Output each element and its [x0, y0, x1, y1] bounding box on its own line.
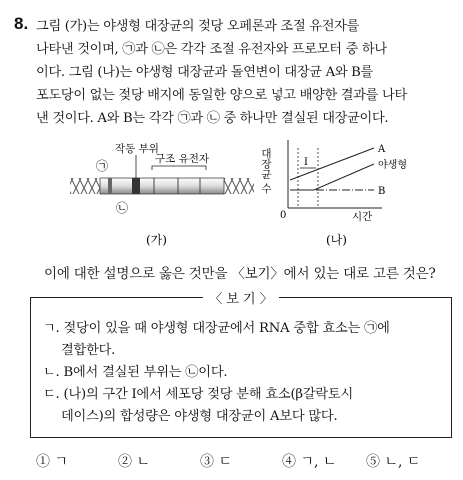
operator-segment: [132, 178, 140, 194]
statement-c: ㄷ. (나)의 구간 Ⅰ에서 세포당 젖당 분해 효소(β갈락토시: [43, 387, 353, 402]
question-line: 나타낸 것이며, ㉠과 ㉡은 각각 조절 유전자와 프로모터 중 하나: [36, 42, 387, 57]
regulatory-gene-segment: [108, 178, 112, 194]
series-label-b: B: [378, 186, 386, 197]
question-line: 낸 것이다. A와 B는 각각 ㉠과 ㉡ 중 하나만 결실된 대장균이다.: [36, 111, 389, 126]
question-number: 8.: [14, 14, 29, 33]
dna-helix-left: [70, 178, 104, 194]
y-axis-label: [260, 147, 272, 194]
statement-a-cont: 결합한다.: [61, 343, 116, 358]
series-label-wild: 야생형: [378, 160, 407, 171]
origin-label: 0: [280, 210, 287, 221]
series-label-a: A: [378, 144, 386, 155]
choice-2[interactable]: ② ㄴ: [118, 454, 150, 470]
figure-b-caption: (나): [326, 233, 347, 247]
question-line: 그림 (가)는 야생형 대장균의 젖당 오페론과 조절 유전자를: [36, 19, 360, 34]
choice-4[interactable]: ④ ㄱ, ㄴ: [282, 454, 337, 470]
x-axis-label: 시간: [352, 211, 373, 223]
figure-a-caption: (가): [146, 233, 167, 247]
figure-a-operon-diagram: [60, 140, 265, 250]
question-line: 포도당이 없는 젖당 배지에 동일한 양으로 넣고 배양한 결과를 나타: [36, 88, 407, 103]
structural-gene-label: 구조 유전자: [155, 153, 210, 165]
prompt-text: 이에 대한 설명으로 옳은 것만을 〈보기〉에서 있는 대로 고른 것은?: [44, 266, 436, 282]
bogi-box: [30, 292, 452, 438]
statement-a: ㄱ. 젖당이 있을 때 야생형 대장균에서 RNA 중합 효소는 ㉠에: [43, 321, 390, 336]
question-line: 이다. 그림 (나)는 야생형 대장균과 돌연변이 대장균 A와 B를: [36, 65, 373, 80]
question-text: [36, 15, 456, 130]
statement-b: ㄴ. B에서 결실된 부위는 ㉡이다.: [43, 365, 228, 380]
marker-a: ㉠: [96, 159, 109, 173]
series-line-a: [290, 148, 374, 180]
choice-5[interactable]: ⑤ ㄴ, ㄷ: [366, 454, 421, 470]
statement-c-cont: 데이스)의 합성량은 야생형 대장균이 A보다 많다.: [61, 409, 338, 424]
choice-3[interactable]: ③ ㄷ: [200, 454, 232, 470]
svg-text:대장균 수: 대장균 수: [260, 148, 272, 194]
operator-label: 작동 부위: [115, 143, 159, 155]
dna-segment: [100, 178, 224, 194]
choice-1[interactable]: ① ㄱ: [36, 454, 68, 470]
interval-label: I: [304, 157, 308, 168]
dna-helix-right: [220, 178, 254, 194]
figure-b-growth-graph: [262, 136, 452, 250]
marker-b: ㉡: [116, 201, 129, 215]
bogi-title: 〈 보 기 〉: [203, 292, 279, 307]
